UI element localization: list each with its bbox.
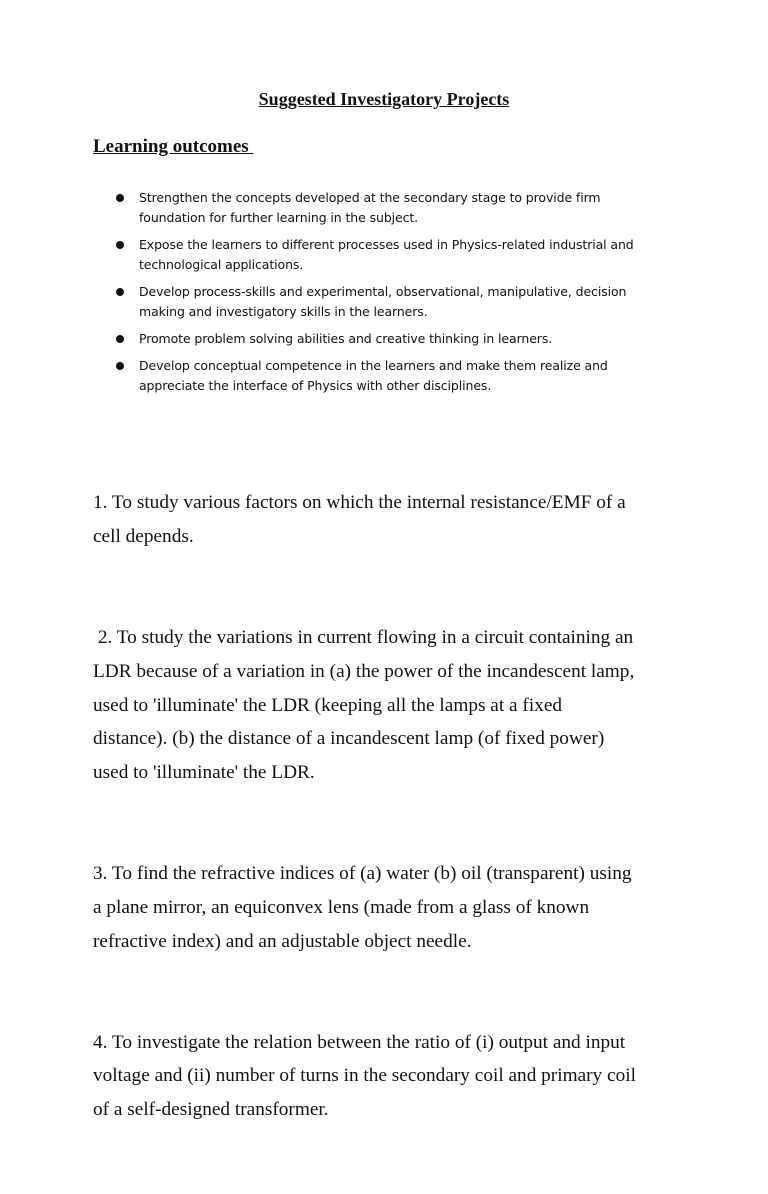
learning-outcomes-list bbox=[93, 188, 683, 403]
list-item-text-line: Strengthen the concepts developed at the secondary stage to provide firm bbox=[139, 190, 601, 205]
section-heading-learning-outcomes: Learning outcomes bbox=[93, 136, 254, 157]
list-item bbox=[93, 356, 683, 396]
project-text-line: voltage and (ii) number of turns in the secondary coil and primary coil bbox=[93, 1065, 636, 1087]
project-item bbox=[93, 486, 693, 553]
projects-list bbox=[93, 419, 693, 1194]
project-text-line: of a self-designed transformer. bbox=[93, 1099, 329, 1121]
project-text-line: LDR because of a variation in (a) the power of the incandescent lamp, bbox=[93, 660, 635, 682]
bullet-icon bbox=[116, 241, 124, 249]
list-item bbox=[93, 235, 683, 275]
project-text-line: distance). (b) the distance of a incandescent lamp (of fixed power) bbox=[93, 728, 605, 750]
list-item-text-line: appreciate the interface of Physics with other disciplines. bbox=[139, 378, 492, 393]
project-text-line: 4. To investigate the relation between the ratio of (i) output and input bbox=[93, 1031, 626, 1053]
bullet-icon bbox=[116, 194, 124, 202]
bullet-icon bbox=[116, 362, 124, 370]
list-item bbox=[93, 329, 683, 349]
list-item-text-line: technological applications. bbox=[139, 257, 304, 272]
project-text-line: a plane mirror, an equiconvex lens (made from a glass of known bbox=[93, 896, 590, 918]
list-item-text-line: Expose the learners to different processes used in Physics-related industrial and bbox=[139, 237, 634, 252]
page-title: Suggested Investigatory Projects bbox=[258, 89, 510, 109]
project-text-line: used to 'illuminate' the LDR. bbox=[93, 762, 315, 784]
list-item-text-line: Develop process-skills and experimental, observational, manipulative, decision bbox=[139, 284, 627, 299]
list-item bbox=[93, 282, 683, 322]
project-item bbox=[93, 1026, 693, 1127]
project-text-line: 2. To study the variations in current flowing in a circuit containing an bbox=[93, 627, 634, 649]
list-item-text-line: making and investigatory skills in the learners. bbox=[139, 304, 428, 319]
list-item-text-line: Develop conceptual competence in the learners and make them realize and bbox=[139, 358, 608, 373]
project-item bbox=[93, 621, 693, 790]
project-text-line: 1. To study various factors on which the internal resistance/EMF of a bbox=[93, 492, 626, 514]
project-text-line: 3. To find the refractive indices of (a) water (b) oil (transparent) using bbox=[93, 863, 632, 885]
project-text-line: refractive index) and an adjustable object needle. bbox=[93, 930, 472, 952]
bullet-icon bbox=[116, 335, 124, 343]
list-item-text-line: foundation for further learning in the subject. bbox=[139, 210, 419, 225]
list-item bbox=[93, 188, 683, 228]
bullet-icon bbox=[116, 288, 124, 296]
project-text-line: cell depends. bbox=[93, 526, 194, 548]
list-item-text-line: Promote problem solving abilities and creative thinking in learners. bbox=[139, 331, 553, 346]
project-text-line: used to 'illuminate' the LDR (keeping all the lamps at a fixed bbox=[93, 694, 563, 716]
project-item bbox=[93, 857, 693, 958]
